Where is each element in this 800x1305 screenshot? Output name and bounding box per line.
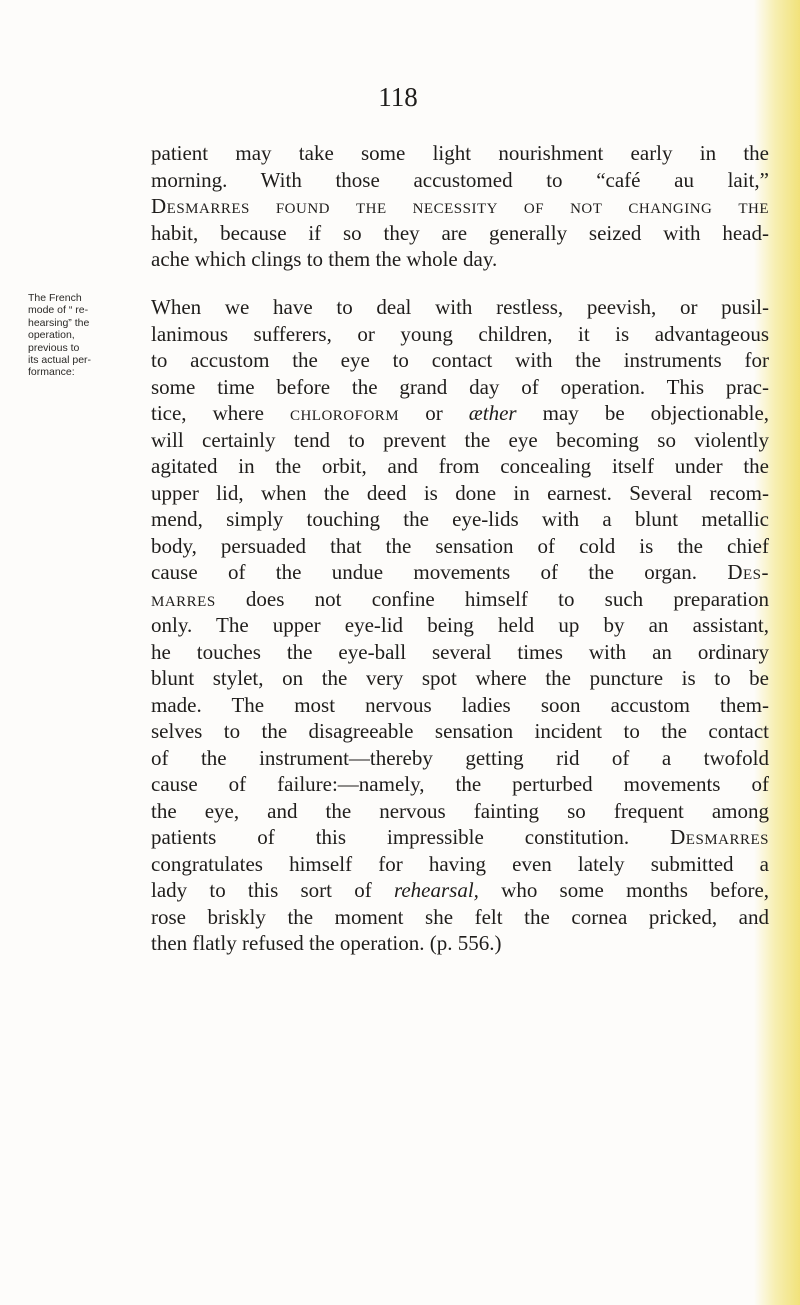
text-line-composite [151, 559, 769, 586]
text-line: rose briskly the moment she felt the cornea pricked, and [151, 904, 769, 929]
margin-note-line: operation, [28, 329, 75, 342]
text-run: who some months before, [501, 878, 770, 902]
text-run: may be objectionable, [542, 401, 770, 425]
text-run: or [425, 401, 443, 425]
margin-note-line: previous to [28, 341, 80, 354]
text-line: he touches the eye-ball several times with an ordinary [151, 639, 769, 664]
text-line-composite [151, 824, 769, 851]
text-line: to accustom the eye to contact with the instruments for [151, 348, 769, 372]
term-aether: æther [468, 401, 517, 425]
text-line: patient may take some light nourishment early in the [151, 141, 769, 165]
text-run: does not confine himself to such preparation [245, 586, 770, 611]
text-run: patients of this impressible constitution. [151, 825, 630, 849]
text-line: selves to the disagreeable sensation incident to the contact [151, 719, 769, 743]
margin-note-line: formance: [28, 366, 75, 379]
text-line: only. The upper eye-lid being held up by an assistant, [151, 613, 769, 637]
page-number: 118 [378, 82, 418, 112]
text-line: congratulates himself for having even lately submitted a [151, 851, 769, 876]
margin-note-line: mode of “ re- [28, 304, 89, 317]
text-line: then flatly refused the operation. (p. 556.) [151, 931, 502, 955]
text-line-composite [151, 586, 769, 613]
name-desmarres: marres [151, 586, 216, 611]
text-line: morning. With those accustomed to “café au lait,” [151, 167, 769, 192]
text-line: made. The most nervous ladies soon accustom them- [151, 692, 769, 717]
text-line: blunt stylet, on the very spot where the puncture is to be [151, 666, 769, 690]
text-run: tice, where [151, 401, 264, 425]
paragraph-2 [151, 294, 769, 957]
text-line: lanimous sufferers, or young children, it is advantageous [151, 321, 769, 346]
text-line: upper lid, when the deed is done in earnest. Several recom- [151, 480, 769, 505]
text-line: will certainly tend to prevent the eye becoming so violently [151, 427, 769, 452]
text-line-composite [151, 400, 769, 427]
text-run: lady to this sort of [151, 878, 372, 902]
text-line: body, persuaded that the sensation of cold is the chief [151, 533, 769, 558]
name-desmarres: Desmarres [670, 825, 769, 849]
text-line: ache which clings to them the whole day. [151, 247, 498, 271]
text-run: cause of the undue movements of the organ. [151, 560, 697, 584]
paragraph-1 [151, 140, 769, 273]
name-desmarres: Des- [727, 560, 769, 584]
term-rehearsal: rehearsal, [393, 878, 479, 902]
margin-note-line: its actual per- [28, 354, 92, 367]
text-line: cause of failure:—namely, the perturbed movements of [151, 772, 769, 796]
text-line: agitated in the orbit, and from concealing itself under the [151, 454, 769, 478]
text-line: some time before the grand day of operation. This prac- [151, 374, 769, 399]
text-line: When we have to deal with restless, peevish, or pusil- [151, 295, 769, 319]
text-line: of the instrument—thereby getting rid of a twofold [151, 745, 769, 770]
text-line-composite [151, 877, 769, 904]
text-line: the eye, and the nervous fainting so frequent among [151, 798, 769, 823]
text-line: mend, simply touching the eye-lids with a blunt metallic [151, 507, 769, 531]
margin-note-line: hearsing” the [28, 316, 90, 329]
text-line: habit, because if so they are generally seized with head- [151, 220, 769, 245]
term-chloroform: chloroform [289, 401, 400, 425]
margin-note-line: The French [28, 292, 82, 304]
text-line: Desmarres found the necessity of not changing the [151, 194, 769, 218]
margin-note [28, 292, 148, 379]
